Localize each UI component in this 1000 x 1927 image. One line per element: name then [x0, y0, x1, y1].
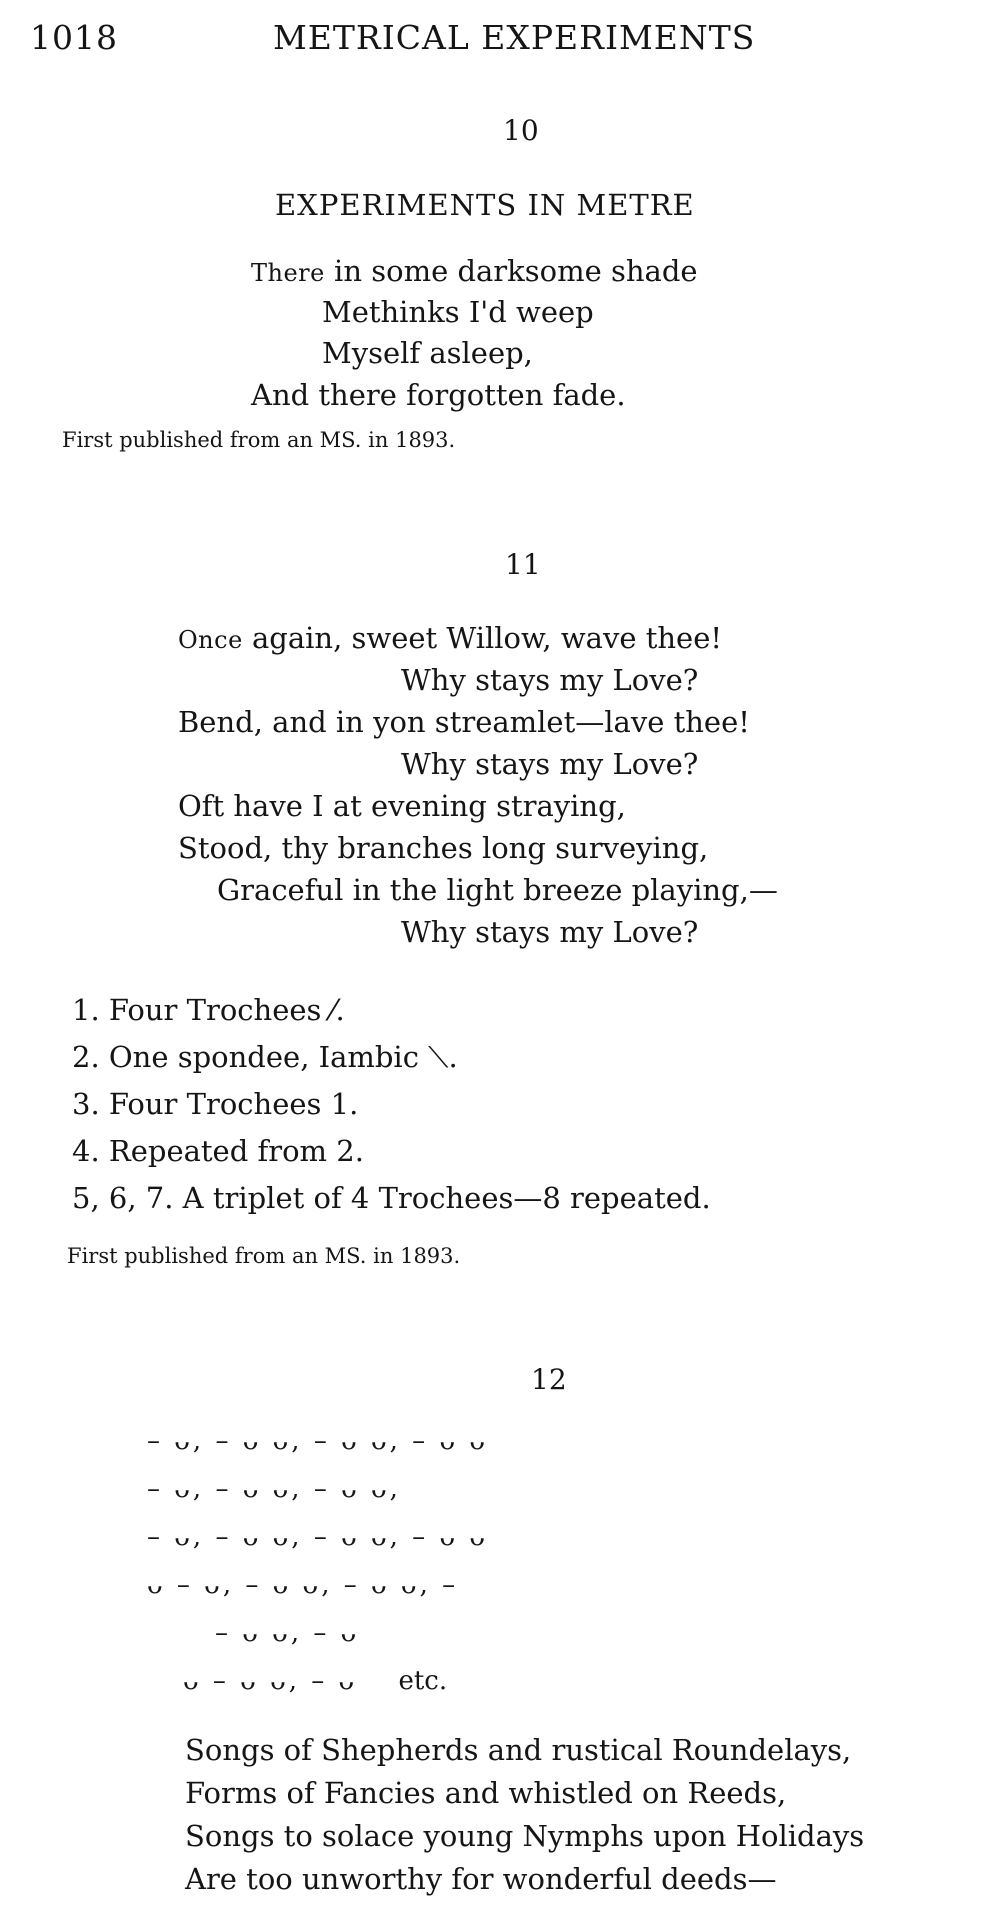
metre-note: 4. Repeated from 2. — [72, 1134, 364, 1168]
scansion-line: – ᴗ, – ᴗ ᴗ, – ᴗ ᴗ, – ᴗ ᴗ — [147, 1426, 489, 1456]
verse-line: Forms of Fancies and whistled on Reeds, — [185, 1776, 787, 1810]
etc-text: etc. — [398, 1666, 448, 1696]
verse-line: Methinks I'd weep — [322, 295, 594, 329]
verse-line: Oft have I at evening straying, — [178, 789, 626, 823]
verse-line: Why stays my Love? — [401, 747, 699, 781]
verse-line: Songs of Shepherds and rustical Roundelays, — [185, 1733, 852, 1767]
verse-line: Bend, and in yon streamlet—lave thee! — [178, 705, 750, 739]
running-title: METRICAL EXPERIMENTS — [273, 18, 756, 57]
small-caps-lead: Once — [178, 626, 243, 654]
scansion-line — [183, 1666, 447, 1696]
scansion-line: ᴗ – ᴗ, – ᴗ ᴗ, – ᴗ ᴗ, – — [147, 1570, 459, 1600]
metre-note: 5, 6, 7. A triplet of 4 Trochees—8 repeated. — [72, 1181, 711, 1215]
small-caps-lead: There — [251, 259, 325, 287]
verse-line: Graceful in the light breeze playing,— — [217, 873, 778, 907]
scansion-line: – ᴗ, – ᴗ ᴗ, – ᴗ ᴗ, – ᴗ ᴗ — [147, 1522, 489, 1552]
poem-title: EXPERIMENTS IN METRE — [275, 188, 695, 222]
verse-line: Are too unworthy for wonderful deeds— — [185, 1862, 777, 1896]
page-number: 1018 — [30, 18, 118, 57]
metre-note: 2. One spondee, Iambic ⟍. — [72, 1040, 458, 1074]
scansion-line: – ᴗ, – ᴗ ᴗ, – ᴗ ᴗ, — [147, 1474, 401, 1504]
verse-line: Stood, thy branches long surveying, — [178, 831, 709, 865]
verse-line: And there forgotten fade. — [251, 378, 626, 412]
verse-line-text: again, sweet Willow, wave thee! — [242, 621, 723, 655]
verse-line-text: in some darksome shade — [324, 254, 698, 288]
metre-note: 3. Four Trochees 1. — [72, 1087, 359, 1121]
verse-line: Why stays my Love? — [401, 663, 699, 697]
poem-number: 12 — [531, 1363, 567, 1396]
verse-line: Why stays my Love? — [401, 915, 699, 949]
verse-line — [178, 621, 722, 655]
metre-note: 1. Four Trochees ⁄. — [72, 993, 345, 1027]
verse-line — [251, 254, 698, 288]
verse-line: Songs to solace young Nymphs upon Holidays — [185, 1819, 865, 1853]
scansion-line: – ᴗ ᴗ, – ᴗ — [215, 1618, 360, 1648]
publication-note: First published from an MS. in 1893. — [67, 1244, 461, 1268]
publication-note: First published from an MS. in 1893. — [62, 428, 456, 452]
scansion-feet: ᴗ – ᴗ ᴗ, – ᴗ — [183, 1666, 358, 1696]
poem-number: 10 — [503, 114, 539, 147]
verse-line: Myself asleep, — [322, 336, 533, 370]
poem-number: 11 — [505, 548, 541, 581]
